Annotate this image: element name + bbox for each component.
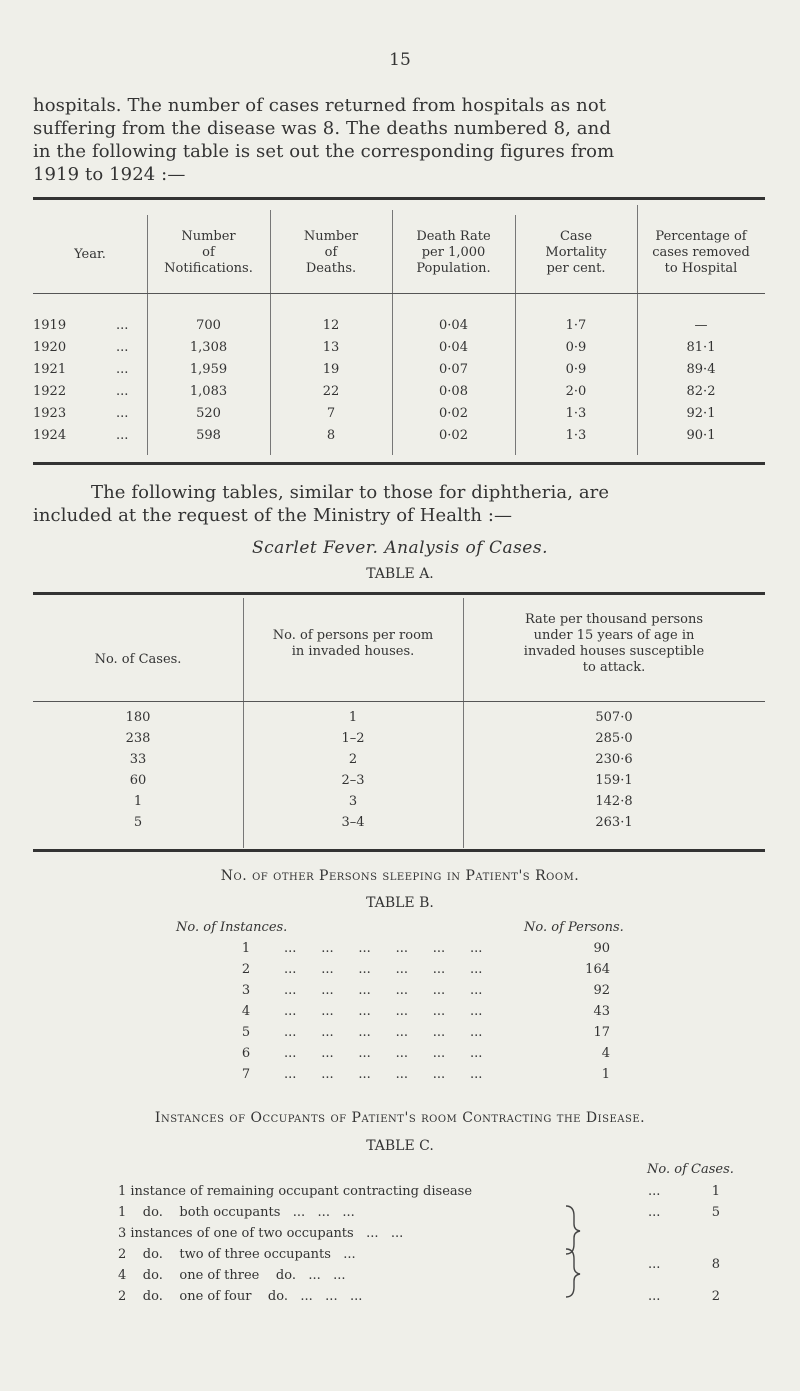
persons-cell: 4 <box>601 1046 610 1061</box>
percentage-cell: 89·4 <box>686 362 716 377</box>
deaths-cell: 8 <box>326 428 336 443</box>
instances-cell: 2 <box>241 962 251 977</box>
mortality-cell: 1·3 <box>565 428 587 443</box>
deaths-cell: 12 <box>322 318 340 333</box>
occupant-description: 3 instances of one of two occupants ... ... <box>118 1226 404 1241</box>
instances-cell: 6 <box>241 1046 251 1061</box>
intro-line: 1919 to 1924 :— <box>33 164 186 185</box>
instances-cell: 4 <box>241 1004 251 1019</box>
percentage-cell: 90·1 <box>686 428 716 443</box>
percentage-cell: 82·2 <box>686 384 716 399</box>
table-c-col-cases: No. of Cases. <box>647 1162 734 1177</box>
dot-leader: ... <box>648 1289 661 1304</box>
rate-cell: 0·04 <box>439 340 468 355</box>
table1-bottom-rule <box>33 462 765 465</box>
persons-cell: 164 <box>585 962 610 977</box>
table1-header-case-mortality: Case Mortality per cent. <box>545 229 607 276</box>
table1-header-year: Year. <box>74 247 106 262</box>
table-b-col-persons: No. of Persons. <box>524 920 624 935</box>
rate-cell: 0·02 <box>439 428 468 443</box>
table-a-header-rule <box>33 701 765 702</box>
year-cell: 1921 <box>33 362 67 377</box>
deaths-cell: 13 <box>322 340 340 355</box>
persons-cell: 2–3 <box>341 773 365 788</box>
dot-leader: ... ... ... ... ... ... <box>284 962 483 977</box>
cases-cell: 5 <box>711 1205 720 1220</box>
cases-cell: 238 <box>125 731 151 746</box>
instances-cell: 5 <box>241 1025 251 1040</box>
table1-header-death-rate: Death Rate per 1,000 Population. <box>416 229 491 276</box>
notifications-cell: 598 <box>196 428 221 443</box>
dots-cell: ... <box>116 340 129 355</box>
table-b-title: TABLE B. <box>366 895 434 911</box>
year-cell: 1920 <box>33 340 67 355</box>
rate-cell: 142·8 <box>595 794 633 809</box>
cases-cell: 60 <box>129 773 147 788</box>
mid-paragraph <box>33 481 765 527</box>
table-b-col-instances: No. of Instances. <box>176 920 288 935</box>
table-a-header-cases: No. of Cases. <box>94 652 182 667</box>
dot-leader: ... ... ... ... ... ... <box>284 1067 483 1082</box>
table1-top-rule <box>33 197 765 200</box>
cases-cell: 1 <box>711 1184 720 1199</box>
intro-line: in the following table is set out the corresponding figures from <box>33 141 615 162</box>
persons-cell: 43 <box>593 1004 610 1019</box>
dots-cell: ... <box>116 318 129 333</box>
notifications-cell: 1,959 <box>189 362 228 377</box>
table-a-title: TABLE A. <box>366 566 434 582</box>
notifications-cell: 700 <box>196 318 221 333</box>
mid-line: The following tables, similar to those for diphtheria, are <box>91 482 610 503</box>
dot-leader: ... ... ... ... ... ... <box>284 941 483 956</box>
mid-line: included at the request of the Ministry of Health :— <box>33 505 513 526</box>
mortality-cell: 0·9 <box>565 362 587 377</box>
occupant-description: 1 do. both occupants ... ... ... <box>118 1205 355 1220</box>
rate-cell: 230·6 <box>595 752 633 767</box>
occupant-description: 4 do. one of three do. ... ... <box>118 1268 346 1283</box>
deaths-cell: 7 <box>326 406 336 421</box>
mortality-cell: 0·9 <box>565 340 587 355</box>
dots-cell: ... <box>116 362 129 377</box>
intro-line: suffering from the disease was 8. The deaths numbered 8, and <box>33 118 611 139</box>
occupant-description: 2 do. one of four do. ... ... ... <box>118 1289 363 1304</box>
cases-cell: 8 <box>711 1257 720 1272</box>
persons-cell: 3 <box>348 794 358 809</box>
table-c-heading: Instances of Occupants of Patient's room Contracting the Disease. <box>154 1110 646 1126</box>
cases-cell: 33 <box>129 752 147 767</box>
dot-leader: ... <box>648 1205 661 1220</box>
rate-cell: 0·04 <box>439 318 468 333</box>
table-a-header-rate: Rate per thousand persons under 15 years of age in invaded houses susceptible to attack. <box>523 612 705 675</box>
instances-cell: 7 <box>241 1067 251 1082</box>
persons-cell: 1 <box>601 1067 610 1082</box>
persons-cell: 90 <box>593 941 610 956</box>
intro-line: hospitals. The number of cases returned from hospitals as not <box>33 95 607 116</box>
persons-cell: 92 <box>593 983 610 998</box>
persons-cell: 1–2 <box>341 731 365 746</box>
dots-cell: ... <box>116 384 129 399</box>
cases-cell: 5 <box>133 815 143 830</box>
mortality-cell: 1·7 <box>565 318 587 333</box>
table-b-heading: No. of other Persons sleeping in Patient's Room. <box>220 868 580 884</box>
table-a-header-persons: No. of persons per room in invaded houses. <box>272 628 434 659</box>
dots-cell: ... <box>116 428 129 443</box>
dot-leader: ... ... ... ... ... ... <box>284 983 483 998</box>
persons-cell: 3–4 <box>341 815 365 830</box>
table1-header-notifications: Number of Notifications. <box>164 229 253 276</box>
deaths-cell: 22 <box>322 384 340 399</box>
mortality-cell: 2·0 <box>565 384 587 399</box>
percentage-cell: — <box>694 318 708 333</box>
table-a-top-rule <box>33 592 765 595</box>
dot-leader: ... ... ... ... ... ... <box>284 1004 483 1019</box>
rate-cell: 263·1 <box>595 815 633 830</box>
dot-leader: ... <box>648 1257 661 1272</box>
persons-cell: 17 <box>593 1025 610 1040</box>
dot-leader: ... ... ... ... ... ... <box>284 1046 483 1061</box>
page-number: 15 <box>389 50 411 70</box>
persons-cell: 2 <box>348 752 358 767</box>
dot-leader: ... ... ... ... ... ... <box>284 1025 483 1040</box>
mortality-cell: 1·3 <box>565 406 587 421</box>
rate-cell: 507·0 <box>595 710 633 725</box>
dot-leader: ... <box>648 1184 661 1199</box>
cases-cell: 1 <box>133 794 143 809</box>
persons-cell: 1 <box>348 710 358 725</box>
instances-cell: 1 <box>241 941 251 956</box>
table-a-bottom-rule <box>33 849 765 852</box>
percentage-cell: 92·1 <box>686 406 716 421</box>
percentage-cell: 81·1 <box>686 340 716 355</box>
occupant-description: 1 instance of remaining occupant contracting disease <box>118 1184 473 1199</box>
notifications-cell: 1,308 <box>189 340 228 355</box>
year-cell: 1922 <box>33 384 67 399</box>
cases-cell: 180 <box>125 710 151 725</box>
intro-paragraph <box>33 94 763 186</box>
year-cell: 1923 <box>33 406 67 421</box>
rate-cell: 0·02 <box>439 406 468 421</box>
brace-icon <box>560 1241 590 1301</box>
year-cell: 1919 <box>33 318 67 333</box>
occupant-description: 2 do. two of three occupants ... <box>118 1247 356 1262</box>
table1-header-percentage: Percentage of cases removed to Hospital <box>652 229 750 276</box>
table1-header-deaths: Number of Deaths. <box>303 229 359 276</box>
notifications-cell: 1,083 <box>189 384 228 399</box>
year-cell: 1924 <box>33 428 67 443</box>
rate-cell: 0·08 <box>439 384 468 399</box>
cases-cell: 2 <box>711 1289 720 1304</box>
rate-cell: 285·0 <box>595 731 633 746</box>
rate-cell: 159·1 <box>595 773 633 788</box>
rate-cell: 0·07 <box>439 362 468 377</box>
notifications-cell: 520 <box>196 406 221 421</box>
deaths-cell: 19 <box>322 362 340 377</box>
section-title: Scarlet Fever. Analysis of Cases. <box>252 538 548 558</box>
instances-cell: 3 <box>241 983 251 998</box>
table-c-title: TABLE C. <box>366 1138 434 1154</box>
dots-cell: ... <box>116 406 129 421</box>
table1-header-rule <box>33 293 765 294</box>
